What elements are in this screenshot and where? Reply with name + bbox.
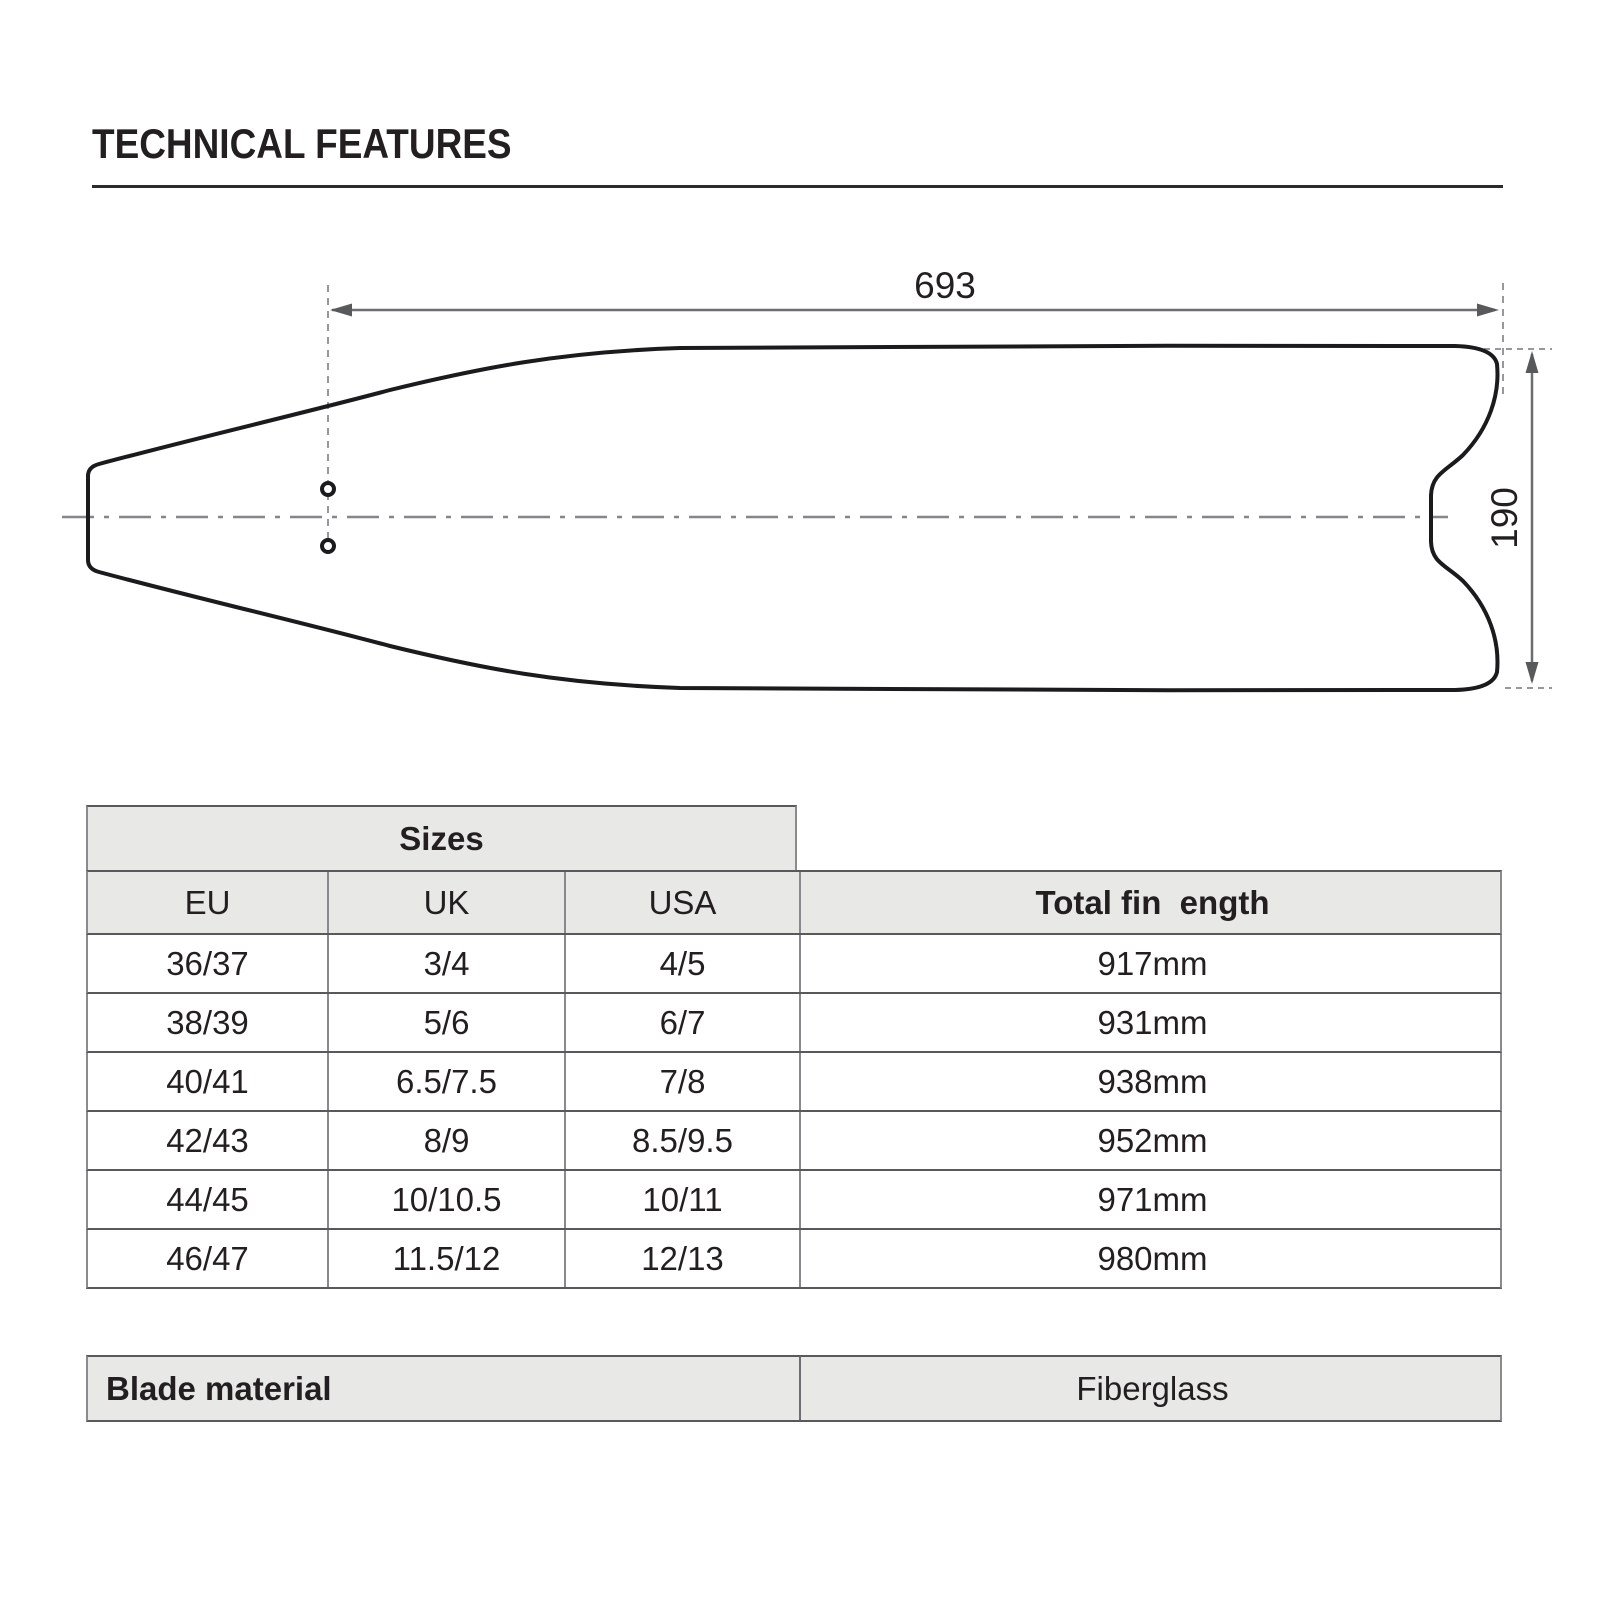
- cell-uk: 3/4: [327, 935, 564, 992]
- cell-usa: 6/7: [564, 994, 799, 1051]
- cell-usa: 7/8: [564, 1053, 799, 1110]
- cell-length: 938mm: [799, 1053, 1504, 1110]
- cell-eu: 40/41: [166, 1062, 249, 1100]
- mounting-hole-top: [322, 483, 334, 495]
- cell-usa: 4/5: [564, 935, 799, 992]
- cell-eu: 46/47: [166, 1239, 249, 1277]
- blade-material-label: Blade material: [106, 1369, 332, 1407]
- blade-material-value: Fiberglass: [799, 1357, 1504, 1420]
- width-arrow-bottom: [1526, 662, 1539, 684]
- page-title: TECHNICAL FEATURES: [92, 120, 512, 167]
- table-row: [86, 1053, 1502, 1112]
- table-row: [86, 994, 1502, 1053]
- length-arrow-left: [330, 304, 352, 317]
- cell-uk: 6.5/7.5: [327, 1053, 564, 1110]
- width-dimension-label: 190: [1484, 487, 1525, 549]
- column-header-total-fin-length: Total fin ength: [799, 872, 1504, 933]
- blade-material-table: [86, 1355, 1502, 1422]
- cell-eu: 36/37: [166, 944, 249, 982]
- cell-uk: 5/6: [327, 994, 564, 1051]
- cell-uk: 11.5/12: [327, 1230, 564, 1287]
- sizes-group-row: [86, 805, 797, 870]
- width-arrow-top: [1526, 351, 1539, 373]
- cell-usa: 12/13: [564, 1230, 799, 1287]
- sizes-group-header: Sizes: [399, 819, 484, 857]
- table-row: [86, 935, 1502, 994]
- mounting-hole-bottom: [322, 540, 334, 552]
- table-row: [86, 1112, 1502, 1171]
- cell-usa: 10/11: [564, 1171, 799, 1228]
- cell-length: 917mm: [799, 935, 1504, 992]
- length-dimension-label: 693: [914, 265, 976, 306]
- table-row: [86, 1171, 1502, 1230]
- cell-length: 931mm: [799, 994, 1504, 1051]
- table-row: [86, 1230, 1502, 1289]
- column-header-usa: USA: [564, 872, 799, 933]
- sizes-table: [86, 805, 1502, 1289]
- cell-usa: 8.5/9.5: [564, 1112, 799, 1169]
- length-arrow-right: [1477, 304, 1499, 317]
- cell-length: 952mm: [799, 1112, 1504, 1169]
- cell-length: 980mm: [799, 1230, 1504, 1287]
- cell-uk: 8/9: [327, 1112, 564, 1169]
- column-header-eu: EU: [184, 883, 231, 921]
- cell-eu: 44/45: [166, 1180, 249, 1218]
- sizes-header-row: [86, 870, 1502, 935]
- cell-uk: 10/10.5: [327, 1171, 564, 1228]
- cell-length: 971mm: [799, 1171, 1504, 1228]
- cell-eu: 42/43: [166, 1121, 249, 1159]
- column-header-uk: UK: [327, 872, 564, 933]
- cell-eu: 38/39: [166, 1003, 249, 1041]
